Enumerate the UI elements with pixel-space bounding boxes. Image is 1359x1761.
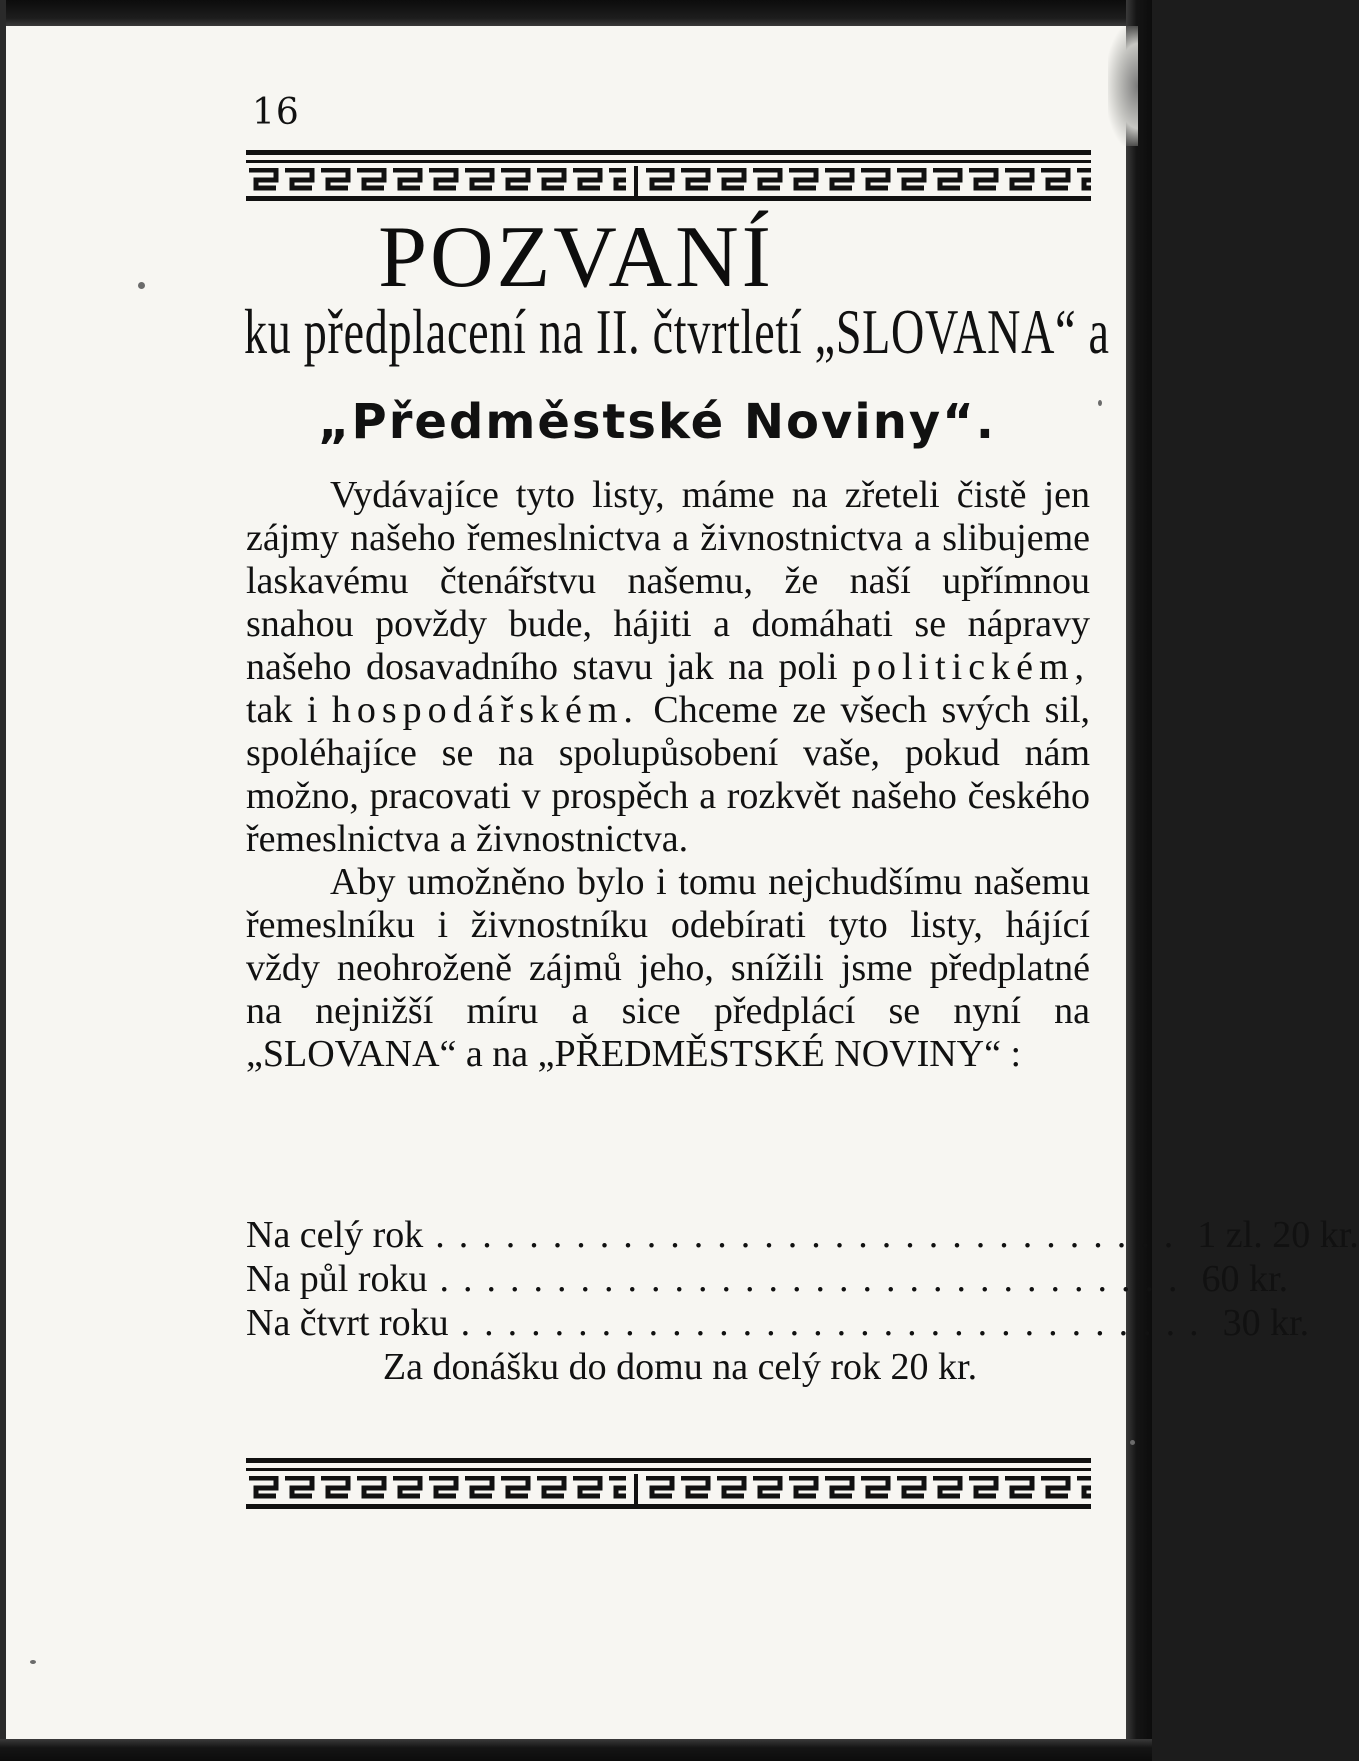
price-list (246, 1213, 1359, 1389)
price-value: 60 kr. (1201, 1258, 1289, 1300)
emphasis-economic: hospodářském. (331, 689, 639, 731)
paragraph-1-part-2: tak i (246, 689, 318, 731)
paragraph-1-part-3: Chceme ze všech svých sil, spoléhajíce se na spolupůsobení vaše, pokud nám možno, pracovati v prospěch a rozkvět našeho českého řemeslnictva a živnostnictva. (246, 689, 1090, 860)
newspaper-name: „Předměstské Noviny“. (318, 394, 996, 450)
price-row (246, 1213, 1359, 1257)
price-value: 1 zl. 20 kr. (1197, 1214, 1359, 1256)
price-label: Na celý rok (246, 1214, 424, 1256)
scan-edge-bottom (0, 1739, 1152, 1761)
paper-speck (30, 1660, 36, 1664)
paper-damage (1108, 26, 1138, 146)
paper-speck (1098, 400, 1102, 406)
dot-leader: ................................ (439, 1258, 1192, 1300)
paragraph-1-part-1: Vydávajíce tyto listy, máme na zřeteli čistě jen zájmy našeho řemeslnictva a živnostnictva a slibujeme laskavému čtenářstvu našemu, že naší upřímnou snahou povždy bude, hájiti a domáhati se nápravy našeho dosavadního stavu jak na poli (246, 474, 1090, 688)
emphasis-political: politickém, (851, 646, 1091, 688)
delivery-note: Za donášku do domu na celý rok 20 kr. (382, 1346, 978, 1388)
page-title: POZVANÍ (378, 209, 774, 306)
price-row (246, 1257, 1289, 1301)
price-value: 30 kr. (1222, 1302, 1310, 1344)
price-row (246, 1301, 1310, 1345)
price-label: Na čtvrt roku (246, 1302, 449, 1344)
page-number: 16 (252, 92, 300, 133)
subtitle: ku předplacení na II. čtvrtletí „SLOVANA“ a (244, 296, 1110, 367)
scan-edge-top (0, 0, 1152, 26)
dot-leader: ................................ (460, 1302, 1213, 1344)
article-body (246, 474, 1090, 1076)
greek-key-border-top (246, 146, 1091, 204)
greek-key-border-bottom (246, 1454, 1091, 1512)
price-label: Na půl roku (246, 1258, 428, 1300)
paragraph-1 (246, 474, 1090, 861)
paper-speck (1130, 1440, 1135, 1445)
paragraph-2: Aby umožněno bylo i tomu nejchudšímu našemu řemeslníku i živnostníku odebírati tyto listy, hájící vždy neohroženě zájmů jeho, snížili jsme předplatné na nejnižší míru a sice předplácí se nyní na „SLOVANA“ a na „PŘEDMĚSTSKÉ NOVINY“ : (246, 861, 1090, 1075)
dot-leader: ................................ (435, 1214, 1188, 1256)
